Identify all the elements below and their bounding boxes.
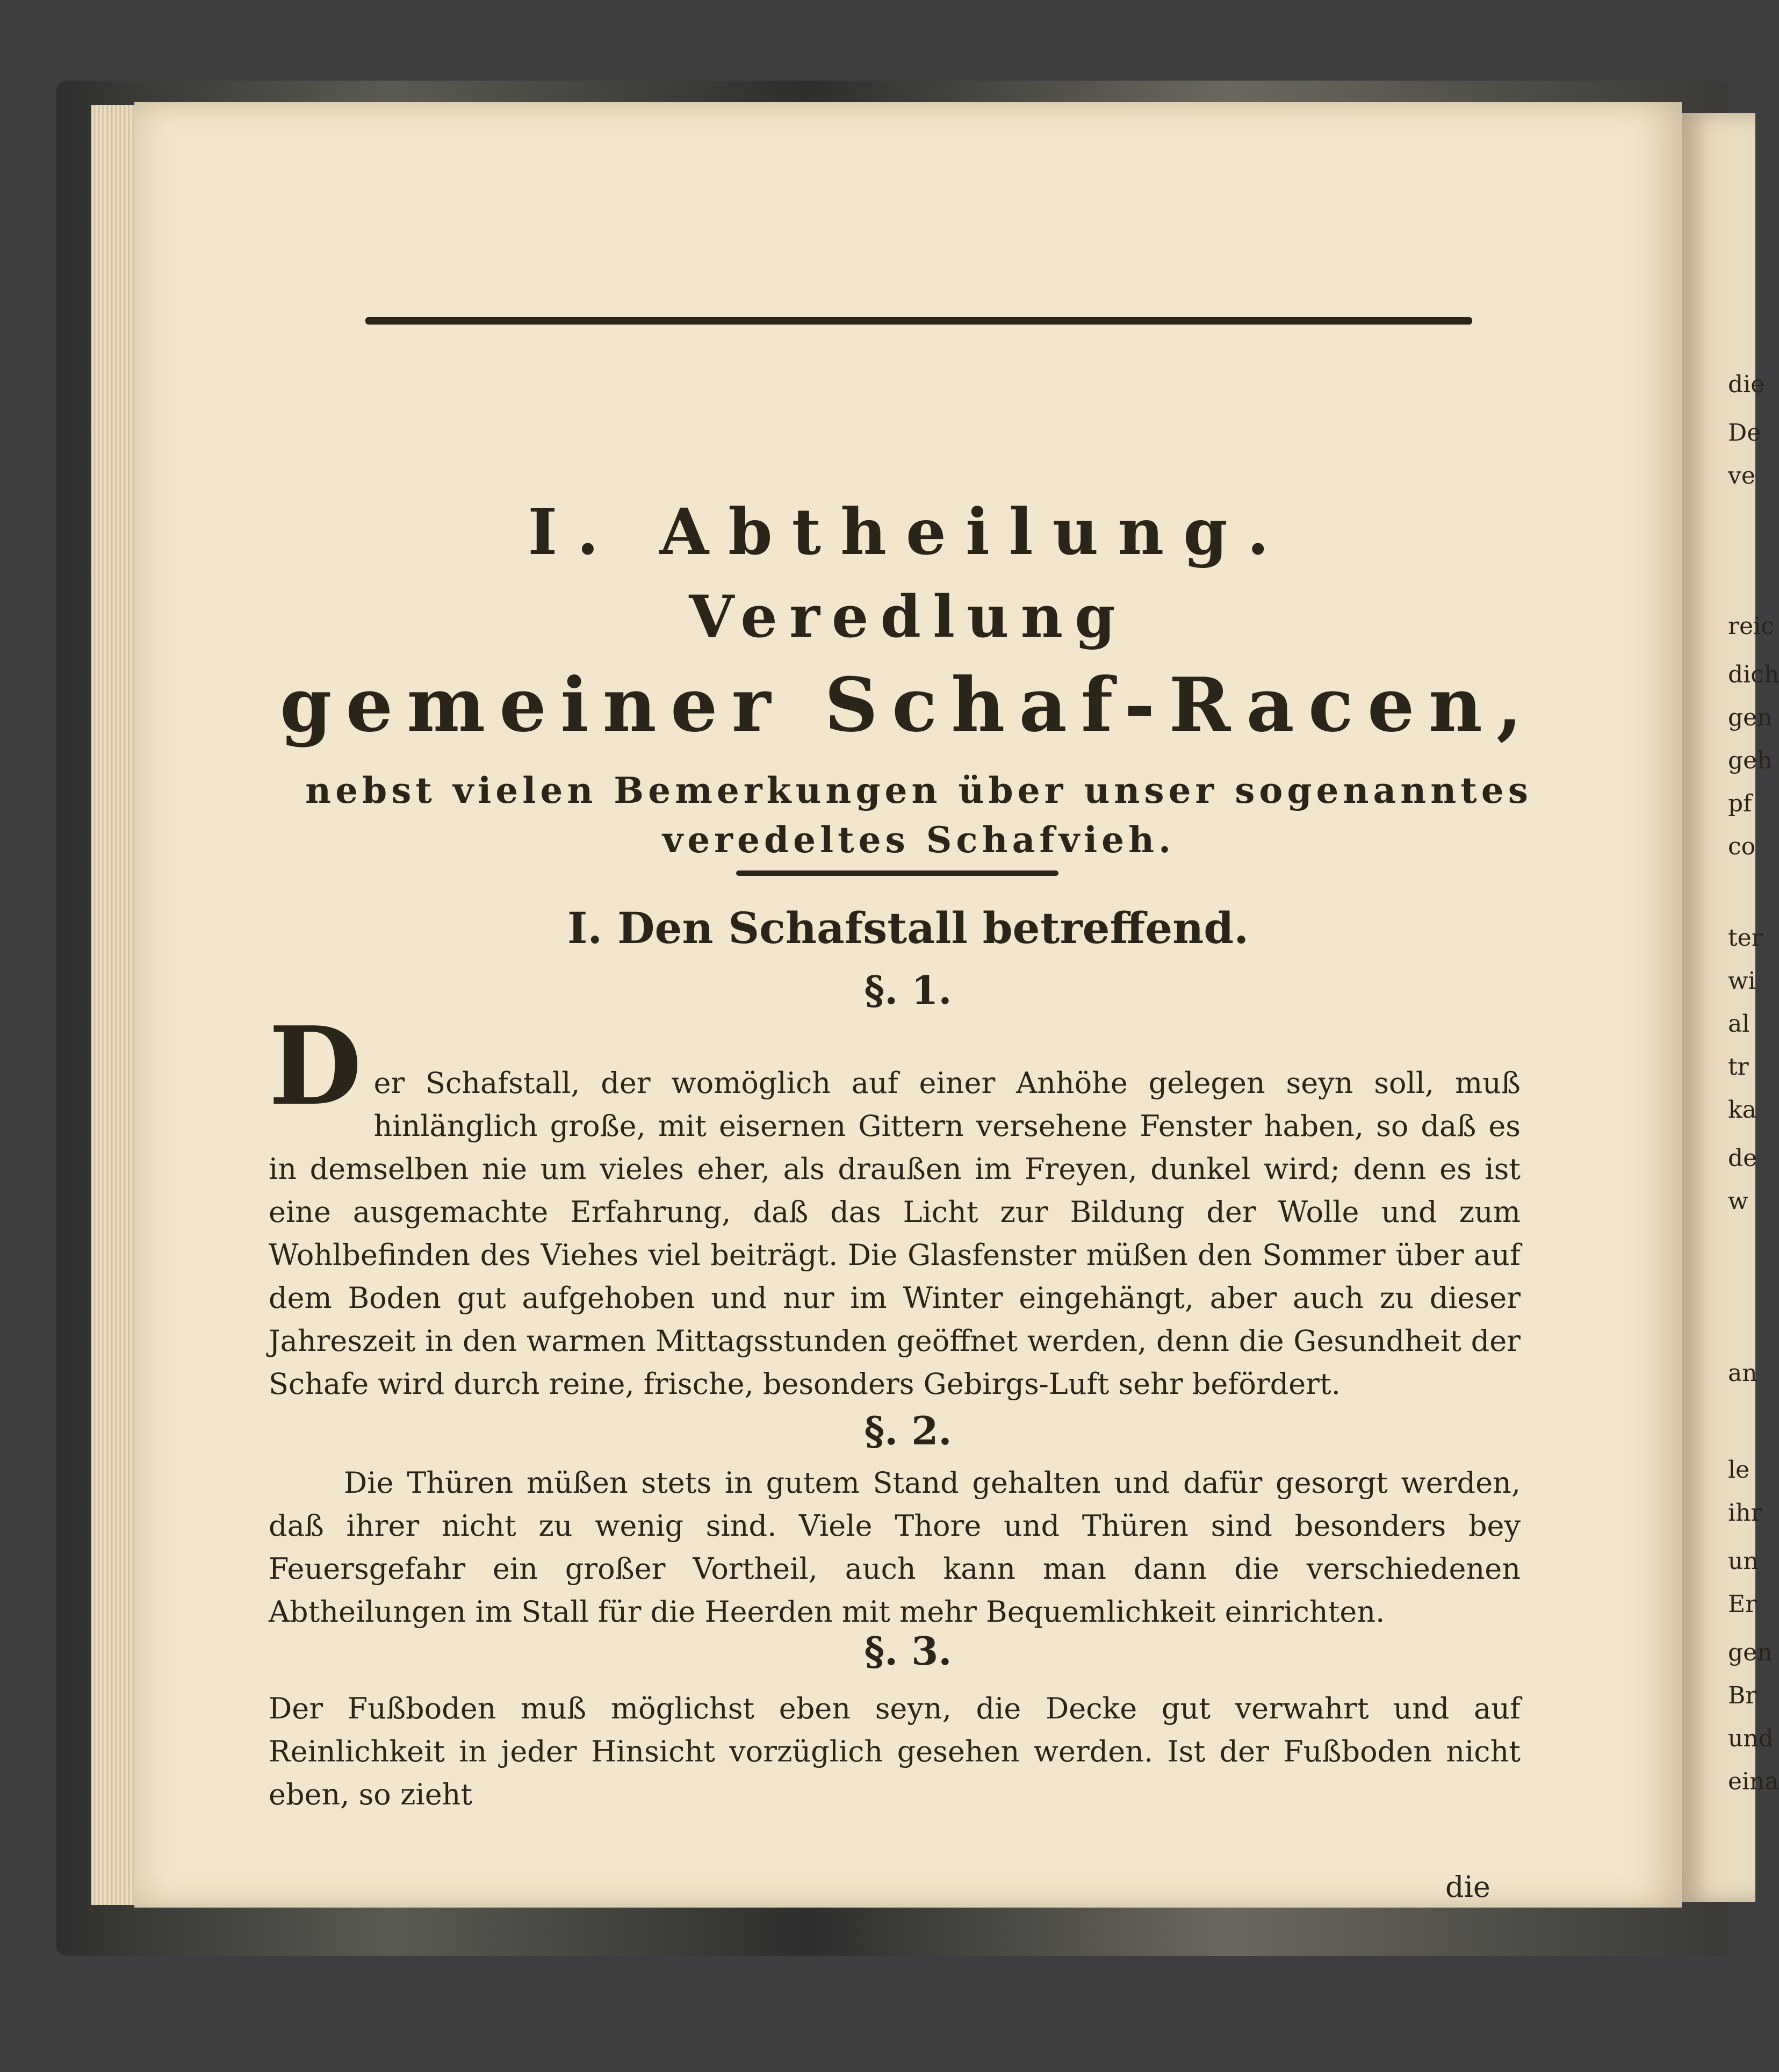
mid-rule — [736, 870, 1058, 876]
paragraph-mark-2: §. 2. — [864, 1408, 952, 1454]
catchword: die — [1445, 1870, 1490, 1904]
paragraph-mark-3: §. 3. — [864, 1628, 952, 1674]
facing-page-word: geh — [1728, 747, 1773, 774]
facing-page-word: ka — [1728, 1096, 1756, 1124]
top-rule — [365, 317, 1472, 325]
facing-page-word: co — [1728, 833, 1756, 860]
facing-page-word: le — [1728, 1456, 1750, 1484]
facing-page-word: Br — [1728, 1682, 1757, 1709]
facing-page-word: und — [1728, 1725, 1774, 1752]
part-heading: I. Abtheilung. — [528, 494, 1288, 569]
facing-page-fragment — [1682, 113, 1779, 1902]
facing-page-word: ihr — [1728, 1499, 1762, 1527]
facing-page-word: eina — [1728, 1768, 1779, 1795]
page-content — [134, 102, 1682, 1908]
facing-page-word: Er — [1728, 1591, 1757, 1618]
facing-page-word: die — [1728, 371, 1765, 398]
paragraph-3-text: Der Fußboden muß möglichst eben seyn, die Decke gut verwahrt und auf Reinlichkeit in jeder Hinsicht vorzüglich gesehen werden. Ist der Fußboden nicht eben, so zieht — [269, 1692, 1521, 1811]
facing-page-word: De — [1728, 419, 1761, 447]
facing-page-word: pf — [1728, 790, 1752, 817]
facing-page-word: al — [1728, 1010, 1750, 1038]
facing-page-word: gen — [1728, 1639, 1773, 1666]
paragraph-2-text: Die Thüren müßen stets in gutem Stand gehalten und dafür gesorgt werden, daß ihrer nicht zu wenig sind. Viele Thore und Thüren sind besonders bey Feuersgefahr ein großer Vortheil, auch kann man dann die verschiedenen Abtheilungen im Stall für die Heerden mit mehr Bequemlichkeit einrichten. — [269, 1466, 1521, 1629]
title-line-1: Veredlung — [689, 583, 1127, 651]
section-title: I. Den Schafstall betreffend. — [567, 903, 1249, 953]
facing-page-word: an — [1728, 1359, 1758, 1387]
facing-page-word: w — [1728, 1188, 1748, 1215]
title-line-2: gemeiner Schaf-Racen, — [279, 661, 1537, 749]
paragraph-1 — [269, 1003, 1521, 1406]
subtitle: nebst vielen Bemerkungen über unser sogenanntes veredeltes Schafvieh. — [305, 769, 1532, 861]
facing-page-word: tr — [1728, 1053, 1749, 1081]
facing-page-word: de — [1728, 1145, 1758, 1172]
paragraph-mark-1: §. 1. — [864, 967, 952, 1013]
paragraph-1-text: er Schafstall, der womöglich auf einer Anhöhe gelegen seyn soll, muß hinlänglich große, mit eisernen Gittern versehene Fenster haben, so daß es in demselben nie um vieles eher, als draußen im Freyen, dunkel wird; denn es ist eine ausgemachte Erfahrung, daß das Licht zur Bildung der Wolle und zum Wohlbefinden des Viehes viel beiträgt. Die Glasfenster müßen den Sommer über auf dem Boden gut aufgehoben und nur im Winter eingehängt, aber auch zu dieser Jahreszeit in den warmen Mittagsstunden geöffnet werden, denn die Gesundheit der Schafe wird durch reine, frische, besonders Gebirgs-Luft sehr befördert. — [269, 1066, 1521, 1401]
drop-cap: D — [269, 1003, 362, 1129]
facing-page-word: un — [1728, 1548, 1759, 1575]
facing-page-word: dich — [1728, 661, 1779, 688]
facing-page-word: wi — [1728, 967, 1756, 995]
facing-page-word: ter — [1728, 924, 1763, 952]
facing-page-word: reic — [1728, 613, 1774, 640]
facing-page-word: ve — [1728, 462, 1755, 490]
facing-page-word: gen — [1728, 704, 1773, 731]
